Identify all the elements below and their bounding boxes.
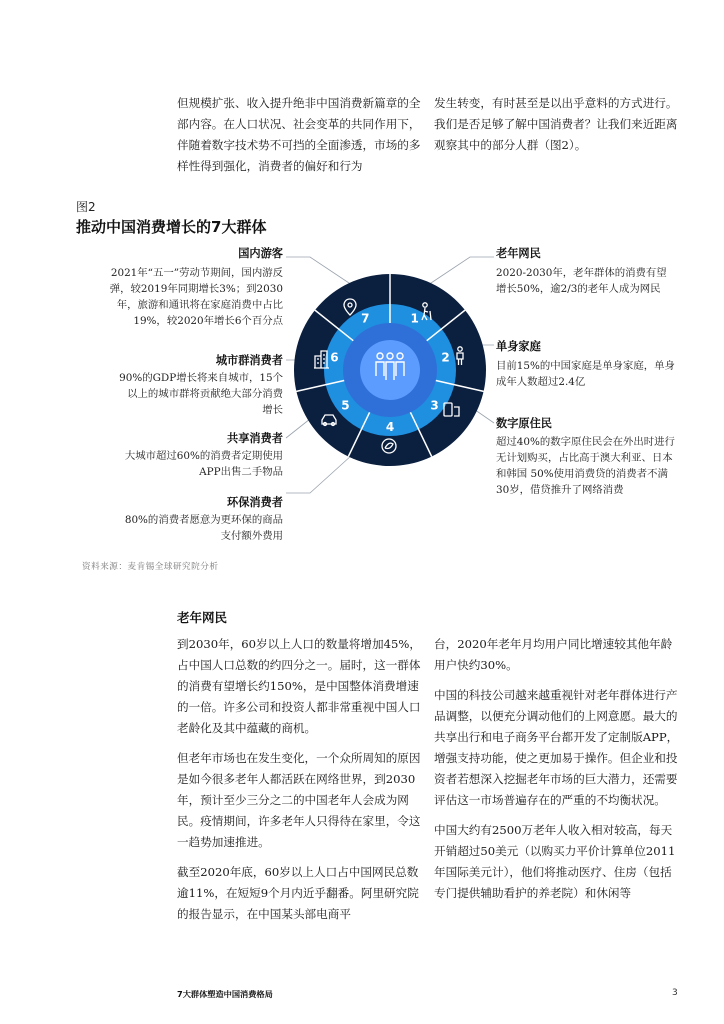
section-left-column [177,634,422,934]
segment-number-5: 5 [341,398,350,413]
group-6-text: 90%的GDP增长将来自城市，15个以上的城市群将贡献绝大部分消费增长 [119,372,283,416]
right-paragraph-3: 中国大约有2500万老年人收入相对较高，每天开销超过50美元（以购买力平价计算单位2011年国际美元计），他们将推动医疗、住房（包括专门提供辅助看护的养老院）和休闲等 [434,823,676,900]
footer-title: 7大群体塑造中国消费格局 [177,989,273,999]
group-3-text: 超过40%的数字原住民会在外出时进行无计划购买，占比高于澳大利亚、日本和韩国 50%使用消费贷的消费者不满30岁，借贷推升了网络消费 [496,436,675,496]
group-4-text: 80%的消费者愿意为更环保的商品支付额外费用 [124,514,283,542]
segment-number-4: 4 [385,420,395,434]
page-number: 3 [672,988,678,998]
segment-number-6: 6 [330,350,339,365]
figure-label: 图2 [76,200,96,214]
group-3-title: 数字原住民 [496,417,552,430]
core-circle [360,340,420,400]
intro-right-text: 发生转变，有时甚至是以出乎意料的方式进行。我们是否足够了解中国消费者？让我们来近距离观察其中的部分人群（图2）。 [434,96,678,152]
group-5-text: 大城市超过60%的消费者定期使用APP出售二手物品 [124,450,283,478]
left-paragraph-2: 但老年市场也在发生变化，一个众所周知的原因是如今很多老年人都活跃在网络世界，到2030年，预计至少三分之二的中国老年人会成为网民。疫情期间，许多老年人只得待在家里，令这一趋势加速推进。 [177,751,421,849]
group-1-title: 老年网民 [496,247,541,260]
segment-number-1: 1 [410,311,419,326]
group-2-text: 目前15%的中国家庭是单身家庭，单身成年人数超过2.4亿 [496,360,675,388]
group-6-title: 城市群消费者 [215,354,283,367]
left-paragraph-1: 到2030年，60岁以上人口的数量将增加45%，占中国人口总数的约四分之一。届时，这一群体的消费有望增长约150%，是中国整体消费增速的一倍。许多公司和投资人都非常重视中国人口老龄化及其中蕴藏的商机。 [177,637,421,735]
segment-number-2: 2 [441,350,450,365]
group-1-text: 2020-2030年，老年群体的消费有望增长50%，逾2/3的老年人成为网民 [496,267,667,295]
segment-number-3: 3 [430,398,439,413]
left-paragraph-3: 截至2020年底，60岁以上人口占中国网民总数逾11%，在短短9个月内近乎翻番。阿里研究院的报告显示，在中国某头部电商平 [177,865,419,921]
seven-groups-wheel [280,245,500,495]
group-7-text: 2021年“五一”劳动节期间，国内游反弹，较2019年同期增长3%；到2030年，旅游和通讯将在家庭消费中占比19%，较2020年增长6个百分点 [109,267,283,327]
section-title: 老年网民 [177,610,228,625]
right-paragraph-2: 中国的科技公司越来越重视针对老年群体进行产品调整，以便充分调动他们的上网意愿。最大的共享出行和电子商务平台都开发了定制版APP，增强支持功能，使之更加易于操作。但企业和投资者若想深入挖掘老年市场的巨大潜力，还需要评估这一市场普遍存在的严重的不均衡状况。 [434,688,679,807]
section-right-column [434,634,682,913]
group-2-title: 单身家庭 [496,340,541,353]
group-7-title: 国内游客 [238,247,283,260]
figure-title: 推动中国消费增长的7大群体 [76,218,267,236]
segment-number-7: 7 [361,311,370,326]
group-4-title: 环保消费者 [227,496,283,509]
group-5-title: 共享消费者 [227,432,283,445]
right-paragraph-1: 台，2020年老年月均用户同比增速较其他年龄用户快约30%。 [434,637,673,672]
intro-left-text: 但规模扩张、收入提升绝非中国消费新篇章的全部内容。在人口状况、社会变革的共同作用下，伴随着数字技术势不可挡的全面渗透，市场的多样性得到强化，消费者的偏好和行为 [177,96,421,173]
source-note: 资料来源：麦肯锡全球研究院分析 [82,562,219,572]
